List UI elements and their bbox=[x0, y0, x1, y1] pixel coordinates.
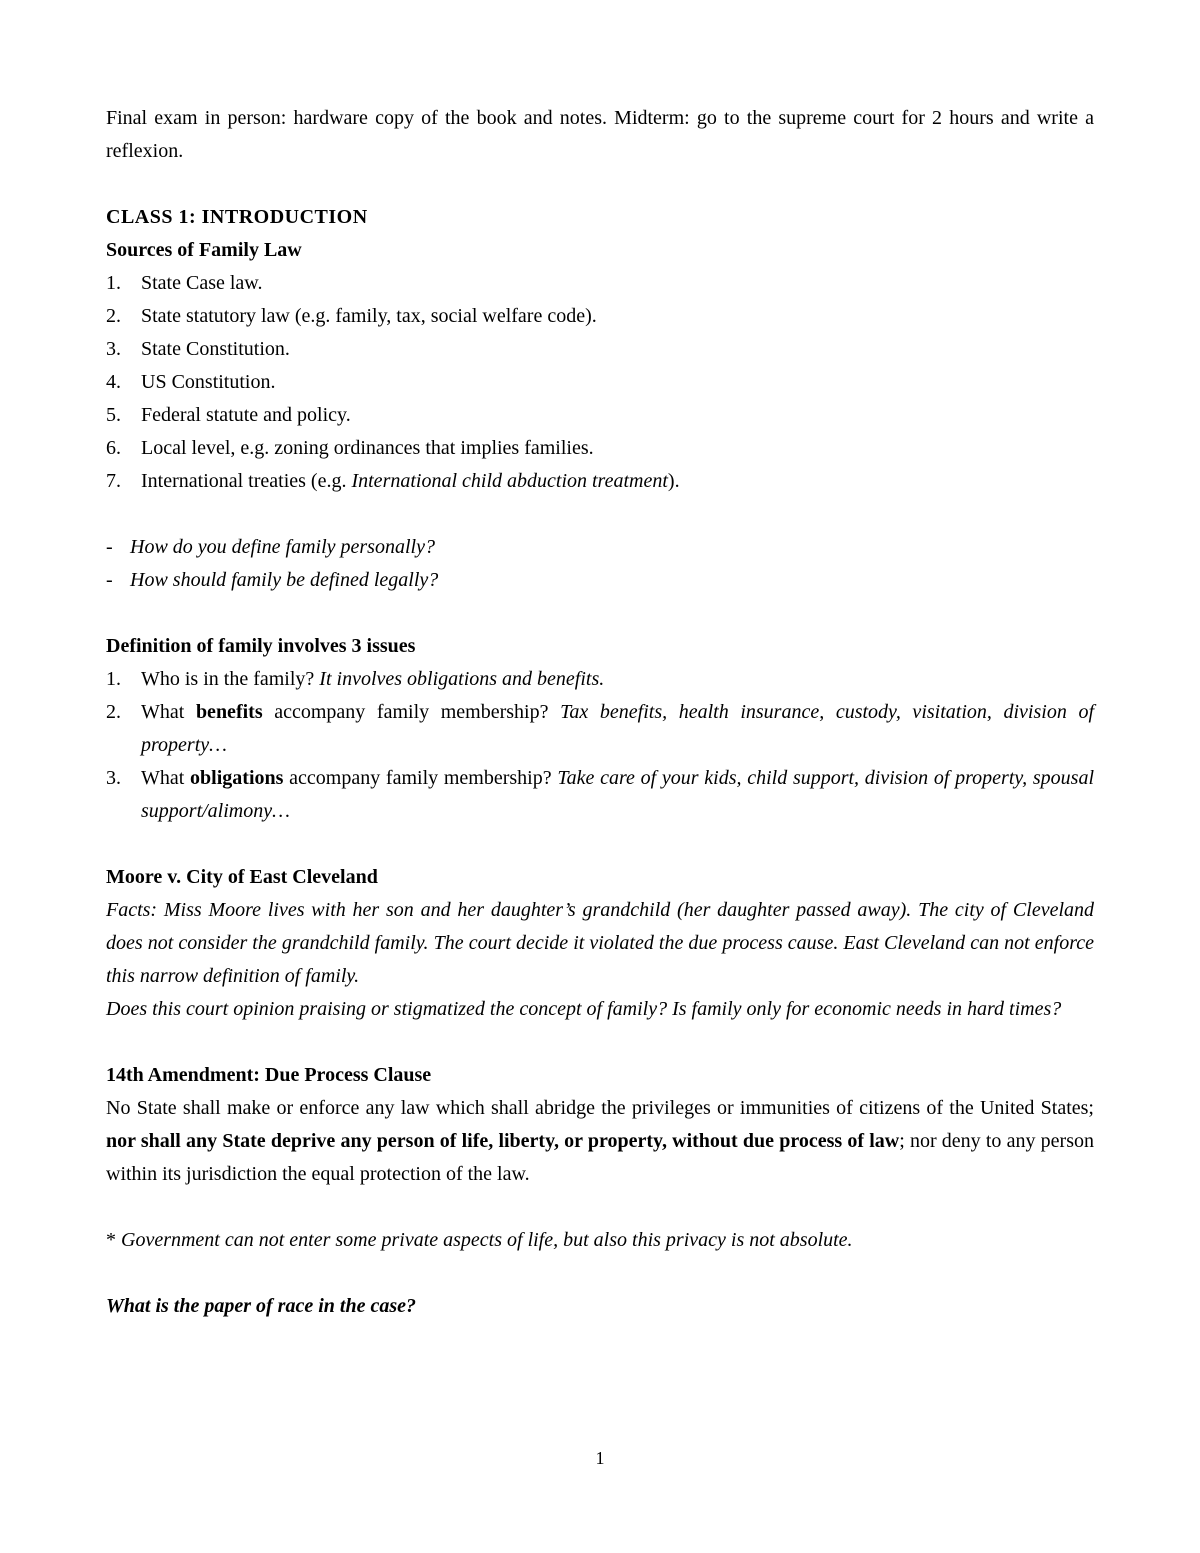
definition-list bbox=[106, 663, 1094, 828]
spacer bbox=[106, 828, 1094, 861]
page-number: 1 bbox=[595, 1448, 605, 1468]
final-question: What is the paper of race in the case? bbox=[106, 1295, 416, 1317]
list-item: 4. US Constitution. bbox=[106, 371, 276, 393]
case-heading: Moore v. City of East Cleveland bbox=[106, 866, 378, 888]
list-item: 2. What benefits accompany family membership? Tax benefits, health insurance, custody, visitation, division of property… bbox=[106, 701, 1095, 756]
spacer bbox=[106, 1191, 1094, 1224]
spacer bbox=[106, 597, 1094, 630]
class-title: CLASS 1: INTRODUCTION bbox=[106, 206, 368, 228]
amendment-heading: 14th Amendment: Due Process Clause bbox=[106, 1064, 432, 1086]
question-item: - How should family be defined legally? bbox=[106, 569, 439, 591]
list-item: 1. State Case law. bbox=[106, 272, 263, 294]
intro-paragraph: Final exam in person: hardware copy of the book and notes. Midterm: go to the supreme court for 2 hours and write a reflexion. bbox=[106, 107, 1094, 162]
list-item: 7. International treaties (e.g. International child abduction treatment). bbox=[106, 470, 680, 492]
document-page bbox=[106, 102, 1094, 1323]
list-item: 6. Local level, e.g. zoning ordinances that implies families. bbox=[106, 437, 594, 459]
list-item: 3. What obligations accompany family membership? Take care of your kids, child support, division of property, spousal support/alimony… bbox=[106, 767, 1095, 822]
case-question: Does this court opinion praising or stigmatized the concept of family? Is family only for economic needs in hard times? bbox=[106, 998, 1062, 1020]
sources-list bbox=[106, 267, 1094, 498]
list-item: 1. Who is in the family? It involves obligations and benefits. bbox=[106, 668, 605, 690]
spacer bbox=[106, 498, 1094, 531]
spacer bbox=[106, 1257, 1094, 1290]
list-item: 3. State Constitution. bbox=[106, 338, 290, 360]
definition-heading: Definition of family involves 3 issues bbox=[106, 635, 416, 657]
case-facts: Facts: Miss Moore lives with her son and her daughter’s grandchild (her daughter passed away). The city of Cleveland does not consider the grandchild family. The court decide it violated the due process cause. East Cleveland can not enforce this narrow definition of family. bbox=[106, 899, 1094, 987]
spacer bbox=[106, 168, 1094, 201]
sources-heading: Sources of Family Law bbox=[106, 239, 302, 261]
list-item: 5. Federal statute and policy. bbox=[106, 404, 351, 426]
note: * Government can not enter some private aspects of life, but also this privacy is not absolute. bbox=[106, 1229, 853, 1251]
question-item: - How do you define family personally? bbox=[106, 536, 435, 558]
spacer bbox=[106, 1026, 1094, 1059]
list-item: 2. State statutory law (e.g. family, tax, social welfare code). bbox=[106, 305, 597, 327]
amendment-text: No State shall make or enforce any law which shall abridge the privileges or immunities of citizens of the United States; nor shall any State deprive any person of life, liberty, or property, without due process of law; nor deny to any person within its jurisdiction the equal protection of the law. bbox=[106, 1097, 1094, 1185]
